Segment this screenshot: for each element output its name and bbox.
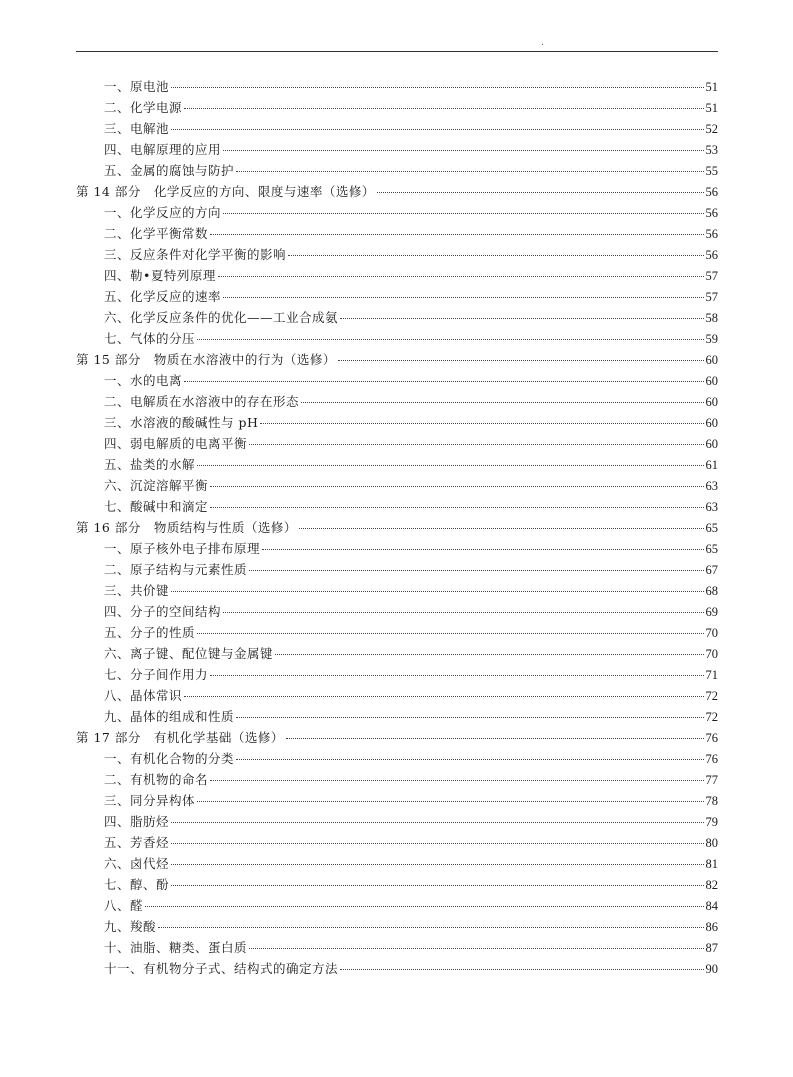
toc-page-number: 51: [705, 101, 718, 115]
toc-entry-title: 一、水的电离: [104, 373, 183, 388]
toc-subsection-entry[interactable]: [76, 874, 718, 895]
toc-page-number: 60: [705, 437, 718, 451]
toc-dot-leader: [223, 213, 703, 214]
toc-dot-leader: [223, 297, 703, 298]
toc-dot-leader: [171, 129, 703, 130]
toc-dot-leader: [340, 969, 703, 970]
toc-dot-leader: [210, 234, 703, 235]
toc-entry-title: 二、化学电源: [104, 100, 183, 115]
toc-page-number: 57: [705, 290, 718, 304]
toc-entry-title: 六、沉淀溶解平衡: [104, 478, 209, 493]
toc-entry-title: 五、化学反应的速率: [104, 289, 222, 304]
toc-page-number: 52: [705, 122, 718, 136]
toc-page-number: 55: [705, 164, 718, 178]
toc-dot-leader: [171, 87, 703, 88]
toc-dot-leader: [184, 381, 703, 382]
toc-dot-leader: [210, 486, 703, 487]
toc-subsection-entry[interactable]: [76, 685, 718, 706]
toc-entry-title: 四、脂肪烃: [104, 814, 170, 829]
toc-subsection-entry[interactable]: [76, 76, 718, 97]
toc-entry-title: 七、分子间作用力: [104, 667, 209, 682]
toc-subsection-entry[interactable]: [76, 601, 718, 622]
toc-entry-title: 二、原子结构与元素性质: [104, 562, 248, 577]
toc-page-number: 78: [705, 794, 718, 808]
toc-dot-leader: [197, 339, 703, 340]
toc-subsection-entry[interactable]: [76, 832, 718, 853]
toc-page-number: 58: [705, 311, 718, 325]
toc-dot-leader: [260, 423, 703, 424]
toc-subsection-entry[interactable]: [76, 202, 718, 223]
toc-page-number: 60: [705, 374, 718, 388]
toc-entry-title: 二、化学平衡常数: [104, 226, 209, 241]
toc-dot-leader: [288, 255, 703, 256]
toc-entry-title: 九、晶体的组成和性质: [104, 709, 235, 724]
toc-subsection-entry[interactable]: [76, 475, 718, 496]
header-mark: .: [541, 38, 544, 48]
toc-dot-leader: [275, 654, 703, 655]
toc-entry-title: 七、气体的分压: [104, 331, 196, 346]
toc-page-number: 63: [705, 479, 718, 493]
toc-subsection-entry[interactable]: [76, 895, 718, 916]
toc-page-number: 87: [705, 941, 718, 955]
toc-page-number: 56: [705, 206, 718, 220]
toc-entry-title: 七、酸碱中和滴定: [104, 499, 209, 514]
toc-entry-title: 一、化学反应的方向: [104, 205, 222, 220]
toc-entry-title: 六、卤代烃: [104, 856, 170, 871]
toc-dot-leader: [377, 192, 704, 193]
toc-dot-leader: [249, 444, 703, 445]
toc-page-number: 56: [705, 227, 718, 241]
toc-section-entry[interactable]: [76, 181, 718, 202]
toc-page-number: 61: [705, 458, 718, 472]
toc-dot-leader: [223, 612, 703, 613]
toc-subsection-entry[interactable]: [76, 139, 718, 160]
toc-subsection-entry[interactable]: [76, 286, 718, 307]
toc-page-number: 53: [705, 143, 718, 157]
toc-entry-title: 三、共价键: [104, 583, 170, 598]
toc-dot-leader: [158, 927, 703, 928]
toc-subsection-entry[interactable]: [76, 790, 718, 811]
toc-subsection-entry[interactable]: [76, 706, 718, 727]
toc-dot-leader: [262, 549, 703, 550]
toc-entry-title: 八、醛: [104, 898, 144, 913]
toc-entry-title: 五、盐类的水解: [104, 457, 196, 472]
toc-subsection-entry[interactable]: [76, 328, 718, 349]
toc-dot-leader: [171, 843, 703, 844]
header-rule: [76, 51, 718, 52]
toc-page-number: 60: [705, 353, 718, 367]
toc-page-number: 86: [705, 920, 718, 934]
toc-page-number: 51: [705, 80, 718, 94]
toc-page-number: 70: [705, 647, 718, 661]
toc-page-number: 70: [705, 626, 718, 640]
toc-page-number: 65: [705, 542, 718, 556]
toc-entry-title: 八、晶体常识: [104, 688, 183, 703]
toc-page-number: 71: [705, 668, 718, 682]
toc-subsection-entry[interactable]: [76, 811, 718, 832]
toc-dot-leader: [299, 528, 704, 529]
toc-entry-title: 九、羧酸: [104, 919, 157, 934]
toc-section-entry[interactable]: [76, 517, 718, 538]
toc-subsection-entry[interactable]: [76, 937, 718, 958]
toc-entry-title: 第 17 部分 有机化学基础（选修）: [76, 730, 284, 745]
toc-entry-title: 十一、有机物分子式、结构式的确定方法: [104, 961, 339, 976]
toc-dot-leader: [223, 150, 703, 151]
toc-dot-leader: [210, 507, 703, 508]
toc-entry-title: 第 14 部分 化学反应的方向、限度与速率（选修）: [76, 184, 375, 199]
toc-dot-leader: [184, 108, 703, 109]
toc-page-number: 60: [705, 395, 718, 409]
toc-entry-title: 二、有机物的命名: [104, 772, 209, 787]
toc-page-number: 67: [705, 563, 718, 577]
toc-page-number: 76: [705, 731, 718, 745]
toc-subsection-entry[interactable]: [76, 97, 718, 118]
toc-entry-title: 三、同分异构体: [104, 793, 196, 808]
toc-entry-title: 四、勒•夏特列原理: [104, 268, 216, 283]
toc-page-number: 82: [705, 878, 718, 892]
toc-subsection-entry[interactable]: [76, 853, 718, 874]
toc-subsection-entry[interactable]: [76, 769, 718, 790]
toc-page-number: 57: [705, 269, 718, 283]
toc-entry-title: 六、离子键、配位键与金属键: [104, 646, 274, 661]
toc-dot-leader: [249, 948, 703, 949]
toc-page-number: 65: [705, 521, 718, 535]
toc-subsection-entry[interactable]: [76, 580, 718, 601]
toc-section-entry[interactable]: [76, 727, 718, 748]
toc-page-number: 69: [705, 605, 718, 619]
toc-page-number: 80: [705, 836, 718, 850]
toc-subsection-entry[interactable]: [76, 454, 718, 475]
toc-entry-title: 四、分子的空间结构: [104, 604, 222, 619]
toc-subsection-entry[interactable]: [76, 265, 718, 286]
toc-entry-title: 三、反应条件对化学平衡的影响: [104, 247, 287, 262]
toc-subsection-entry[interactable]: [76, 433, 718, 454]
toc-entry-title: 五、芳香烃: [104, 835, 170, 850]
toc-page-number: 77: [705, 773, 718, 787]
toc-subsection-entry[interactable]: [76, 664, 718, 685]
toc-subsection-entry[interactable]: [76, 748, 718, 769]
toc-page-number: 72: [705, 710, 718, 724]
toc-dot-leader: [301, 402, 703, 403]
toc-dot-leader: [145, 906, 703, 907]
toc-entry-title: 五、金属的腐蚀与防护: [104, 163, 235, 178]
toc-subsection-entry[interactable]: [76, 391, 718, 412]
toc-dot-leader: [338, 360, 704, 361]
toc-subsection-entry[interactable]: [76, 643, 718, 664]
toc-subsection-entry[interactable]: [76, 622, 718, 643]
toc-dot-leader: [197, 801, 703, 802]
toc-page-number: 68: [705, 584, 718, 598]
toc-entry-title: 四、弱电解质的电离平衡: [104, 436, 248, 451]
toc-dot-leader: [236, 759, 703, 760]
toc-entry-title: 第 15 部分 物质在水溶液中的行为（选修）: [76, 352, 336, 367]
toc-dot-leader: [340, 318, 703, 319]
toc-dot-leader: [210, 780, 703, 781]
toc-entry-title: 一、原子核外电子排布原理: [104, 541, 261, 556]
toc-page-number: 79: [705, 815, 718, 829]
toc-page-number: 72: [705, 689, 718, 703]
toc-page-number: 76: [705, 752, 718, 766]
toc-subsection-entry[interactable]: [76, 958, 718, 979]
toc-entry-title: 六、化学反应条件的优化——工业合成氨: [104, 310, 339, 325]
toc-dot-leader: [171, 885, 703, 886]
toc-dot-leader: [286, 738, 704, 739]
toc-subsection-entry[interactable]: [76, 496, 718, 517]
toc-subsection-entry[interactable]: [76, 559, 718, 580]
toc-page-number: 90: [705, 962, 718, 976]
toc-page-number: 60: [705, 416, 718, 430]
toc-entry-title: 第 16 部分 物质结构与性质（选修）: [76, 520, 297, 535]
toc-page-number: 56: [705, 248, 718, 262]
toc-dot-leader: [197, 465, 703, 466]
toc-page-number: 84: [705, 899, 718, 913]
toc-dot-leader: [184, 696, 703, 697]
toc-subsection-entry[interactable]: [76, 160, 718, 181]
toc-entry-title: 二、电解质在水溶液中的存在形态: [104, 394, 300, 409]
toc-entry-title: 一、有机化合物的分类: [104, 751, 235, 766]
toc-entry-title: 五、分子的性质: [104, 625, 196, 640]
toc-dot-leader: [236, 717, 703, 718]
toc-subsection-entry[interactable]: [76, 412, 718, 433]
toc-subsection-entry[interactable]: [76, 307, 718, 328]
toc-dot-leader: [210, 675, 703, 676]
toc-dot-leader: [249, 570, 703, 571]
toc-dot-leader: [171, 591, 703, 592]
toc-entry-title: 三、水溶液的酸碱性与 pH: [104, 415, 259, 430]
toc-entry-title: 七、醇、酚: [104, 877, 170, 892]
toc-subsection-entry[interactable]: [76, 538, 718, 559]
toc-subsection-entry[interactable]: [76, 916, 718, 937]
table-of-contents: [76, 76, 718, 979]
toc-entry-title: 一、原电池: [104, 79, 170, 94]
toc-dot-leader: [236, 171, 703, 172]
toc-subsection-entry[interactable]: [76, 244, 718, 265]
toc-dot-leader: [171, 822, 703, 823]
toc-subsection-entry[interactable]: [76, 118, 718, 139]
toc-subsection-entry[interactable]: [76, 370, 718, 391]
toc-entry-title: 十、油脂、糖类、蛋白质: [104, 940, 248, 955]
toc-subsection-entry[interactable]: [76, 223, 718, 244]
toc-dot-leader: [218, 276, 704, 277]
toc-page-number: 56: [705, 185, 718, 199]
toc-dot-leader: [197, 633, 703, 634]
toc-page-number: 63: [705, 500, 718, 514]
toc-entry-title: 四、电解原理的应用: [104, 142, 222, 157]
toc-section-entry[interactable]: [76, 349, 718, 370]
toc-page-number: 59: [705, 332, 718, 346]
toc-entry-title: 三、电解池: [104, 121, 170, 136]
toc-page-number: 81: [705, 857, 718, 871]
toc-dot-leader: [171, 864, 703, 865]
